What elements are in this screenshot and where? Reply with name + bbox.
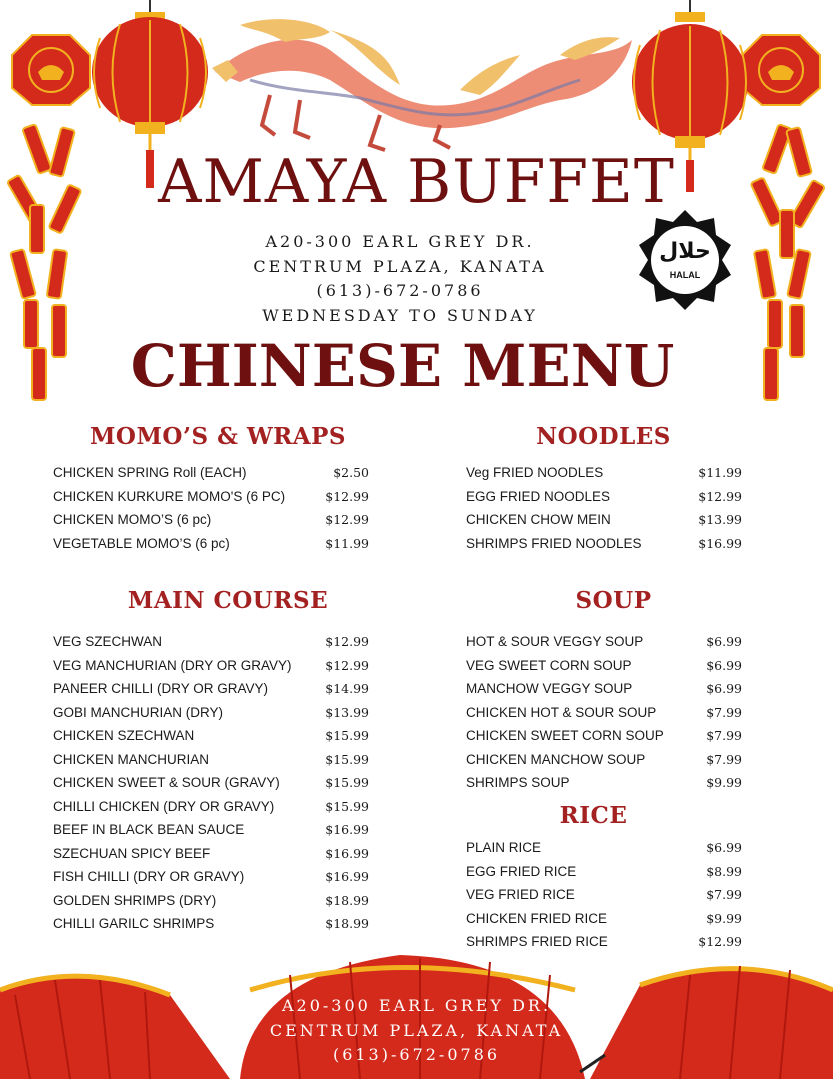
section-title-main-course: MAIN COURSE bbox=[127, 587, 329, 614]
menu-item-price: $14.99 bbox=[325, 681, 369, 696]
menu-item bbox=[53, 773, 369, 797]
menu-item-name: SHRIMPS SOUP bbox=[466, 775, 570, 790]
menu-item-price: $12.99 bbox=[325, 634, 369, 649]
menu-item-name: EGG FRIED NOODLES bbox=[466, 488, 611, 504]
menu-item bbox=[466, 487, 742, 511]
menu-item-price: $16.99 bbox=[325, 822, 369, 837]
menu-item-price: $6.99 bbox=[706, 657, 742, 673]
menu-item bbox=[53, 891, 369, 915]
menu-item-name: CHICKEN SWEET & SOUR (GRAVY) bbox=[53, 775, 280, 790]
menu-item bbox=[53, 679, 369, 703]
menu-item-name: MANCHOW VEGGY SOUP bbox=[466, 681, 633, 696]
menu-item-name: EGG FRIED RICE bbox=[466, 863, 577, 879]
menu-item-price: $16.99 bbox=[698, 535, 742, 551]
menu-item-name: SHRIMPS FRIED NOODLES bbox=[466, 535, 642, 551]
menu-item-name: CHICKEN CHOW MEIN bbox=[466, 512, 611, 527]
menu-item-price: $7.99 bbox=[706, 751, 742, 767]
menu-item bbox=[466, 909, 742, 933]
menu-item-name: GOLDEN SHRIMPS (DRY) bbox=[53, 892, 217, 908]
restaurant-name: AMAYA BUFFET bbox=[158, 147, 675, 217]
menu-item bbox=[466, 703, 742, 727]
menu-item bbox=[53, 844, 369, 868]
footer-address-line-2: CENTRUM PLAZA, KANATA bbox=[269, 1020, 564, 1040]
menu-item bbox=[53, 867, 369, 891]
menu-item-name: HOT & SOUR VEGGY SOUP bbox=[466, 634, 644, 649]
menu-item-price: $13.99 bbox=[325, 704, 369, 720]
section-title-momos: MOMO’S & WRAPS bbox=[89, 423, 347, 450]
menu-item-name: CHICKEN KURKURE MOMO'S (6 PC) bbox=[53, 488, 286, 504]
footer-address-block bbox=[0, 994, 833, 1068]
footer-phone-number: (613)-672-0786 bbox=[332, 1045, 501, 1064]
menu-item bbox=[466, 656, 742, 680]
menu-item-price: $2.50 bbox=[333, 465, 369, 480]
menu-item-price: $12.99 bbox=[325, 512, 369, 527]
menu-item bbox=[466, 463, 742, 487]
menu-item-price: $9.99 bbox=[706, 910, 742, 926]
menu-list-momos bbox=[53, 463, 369, 557]
menu-item bbox=[466, 838, 742, 862]
menu-item-price: $12.99 bbox=[698, 934, 742, 949]
address-line-1: A20-300 EARL GREY DR. bbox=[265, 232, 535, 251]
menu-item-price: $6.99 bbox=[706, 840, 742, 855]
menu-item-price: $8.99 bbox=[706, 863, 742, 879]
menu-item bbox=[53, 820, 369, 844]
menu-item-price: $16.99 bbox=[325, 869, 369, 884]
menu-item bbox=[466, 885, 742, 909]
menu-item bbox=[53, 632, 369, 656]
section-title-soup: SOUP bbox=[575, 587, 652, 614]
opening-days: WEDNESDAY TO SUNDAY bbox=[262, 305, 538, 325]
menu-item-price: $6.99 bbox=[706, 681, 742, 696]
menu-item bbox=[466, 632, 742, 656]
menu-item bbox=[53, 750, 369, 774]
menu-item-name: Veg FRIED NOODLES bbox=[466, 465, 604, 480]
menu-item-name: VEGETABLE MOMO’S (6 pc) bbox=[53, 535, 230, 551]
menu-item bbox=[53, 510, 369, 534]
menu-item bbox=[466, 679, 742, 703]
menu-item-price: $6.99 bbox=[706, 634, 742, 649]
phone-number: (613)-672-0786 bbox=[316, 281, 484, 300]
section-title-rice: RICE bbox=[559, 802, 628, 829]
menu-item-name: CHILLI GARILC SHRIMPS bbox=[53, 916, 215, 931]
menu-item-price: $15.99 bbox=[325, 775, 369, 790]
menu-item bbox=[466, 510, 742, 534]
menu-item-price: $13.99 bbox=[698, 512, 742, 527]
menu-item-name: VEG SWEET CORN SOUP bbox=[466, 657, 632, 673]
menu-item-name: CHICKEN MANCHURIAN bbox=[53, 751, 210, 767]
menu-item-name: SZECHUAN SPICY BEEF bbox=[53, 845, 211, 861]
menu-list-soup bbox=[466, 632, 742, 797]
menu-item-name: FISH CHILLI (DRY OR GRAVY) bbox=[53, 869, 245, 884]
menu-item-name: VEG FRIED RICE bbox=[466, 887, 575, 902]
menu-item bbox=[466, 534, 742, 558]
menu-item bbox=[53, 726, 369, 750]
menu-item-name: CHICKEN SPRING Roll (EACH) bbox=[53, 465, 247, 480]
menu-item bbox=[53, 463, 369, 487]
menu-item bbox=[53, 534, 369, 558]
halal-arabic-text: حلال bbox=[659, 239, 711, 264]
menu-item-price: $11.99 bbox=[325, 535, 369, 551]
menu-item bbox=[466, 773, 742, 797]
menu-item-name: CHICKEN MOMO’S (6 pc) bbox=[53, 512, 212, 527]
menu-item bbox=[466, 862, 742, 886]
menu-item-price: $15.99 bbox=[325, 751, 369, 767]
menu-item bbox=[466, 932, 742, 956]
menu-item-price: $7.99 bbox=[706, 704, 742, 720]
menu-list-noodles bbox=[466, 463, 742, 557]
menu-item-name: CHICKEN SZECHWAN bbox=[53, 728, 195, 743]
menu-title: CHINESE MENU bbox=[130, 332, 675, 400]
menu-item-price: $7.99 bbox=[706, 728, 742, 743]
menu-item-price: $11.99 bbox=[698, 465, 742, 480]
menu-item bbox=[53, 797, 369, 821]
halal-label-text: HALAL bbox=[669, 270, 701, 280]
menu-item-name: CHILLI CHICKEN (DRY OR GRAVY) bbox=[53, 798, 275, 814]
menu-item-price: $9.99 bbox=[706, 775, 742, 790]
header-address-block bbox=[0, 230, 800, 328]
menu-item-name: BEEF IN BLACK BEAN SAUCE bbox=[53, 822, 245, 837]
menu-item-price: $12.99 bbox=[325, 657, 369, 673]
menu-item-price: $12.99 bbox=[325, 488, 369, 504]
address-line-2: CENTRUM PLAZA, KANATA bbox=[253, 256, 547, 276]
menu-item-name: CHICKEN MANCHOW SOUP bbox=[466, 751, 646, 767]
menu-item bbox=[53, 656, 369, 680]
section-title-noodles: NOODLES bbox=[536, 423, 671, 450]
menu-item-name: GOBI MANCHURIAN (DRY) bbox=[53, 704, 224, 720]
menu-item-name: SHRIMPS FRIED RICE bbox=[466, 934, 608, 949]
menu-item-price: $15.99 bbox=[325, 728, 369, 743]
menu-item-price: $12.99 bbox=[698, 488, 742, 504]
menu-item-name: CHICKEN SWEET CORN SOUP bbox=[466, 728, 664, 743]
menu-item-price: $7.99 bbox=[706, 887, 742, 902]
menu-item bbox=[466, 750, 742, 774]
menu-item-name: PLAIN RICE bbox=[466, 840, 542, 855]
dragon-illustration bbox=[212, 19, 632, 150]
menu-item-price: $16.99 bbox=[325, 845, 369, 861]
menu-item-price: $18.99 bbox=[325, 916, 369, 931]
menu-item-name: PANEER CHILLI (DRY OR GRAVY) bbox=[53, 681, 269, 696]
menu-item-price: $18.99 bbox=[325, 892, 369, 908]
octagon-gold-ingot-icon bbox=[12, 35, 90, 105]
menu-list-main-course bbox=[53, 632, 369, 938]
menu-list-rice bbox=[466, 838, 742, 956]
octagon-gold-ingot-icon bbox=[742, 35, 820, 105]
menu-item-price: $15.99 bbox=[325, 798, 369, 814]
menu-item bbox=[53, 914, 369, 938]
menu-item-name: CHICKEN FRIED RICE bbox=[466, 910, 608, 926]
footer-address-line-1: A20-300 EARL GREY DR. bbox=[281, 996, 552, 1015]
menu-item bbox=[466, 726, 742, 750]
menu-item-name: CHICKEN HOT & SOUR SOUP bbox=[466, 704, 657, 720]
menu-item bbox=[53, 703, 369, 727]
menu-item-name: VEG MANCHURIAN (DRY OR GRAVY) bbox=[53, 657, 292, 673]
menu-item-name: VEG SZECHWAN bbox=[53, 634, 163, 649]
menu-item bbox=[53, 487, 369, 511]
